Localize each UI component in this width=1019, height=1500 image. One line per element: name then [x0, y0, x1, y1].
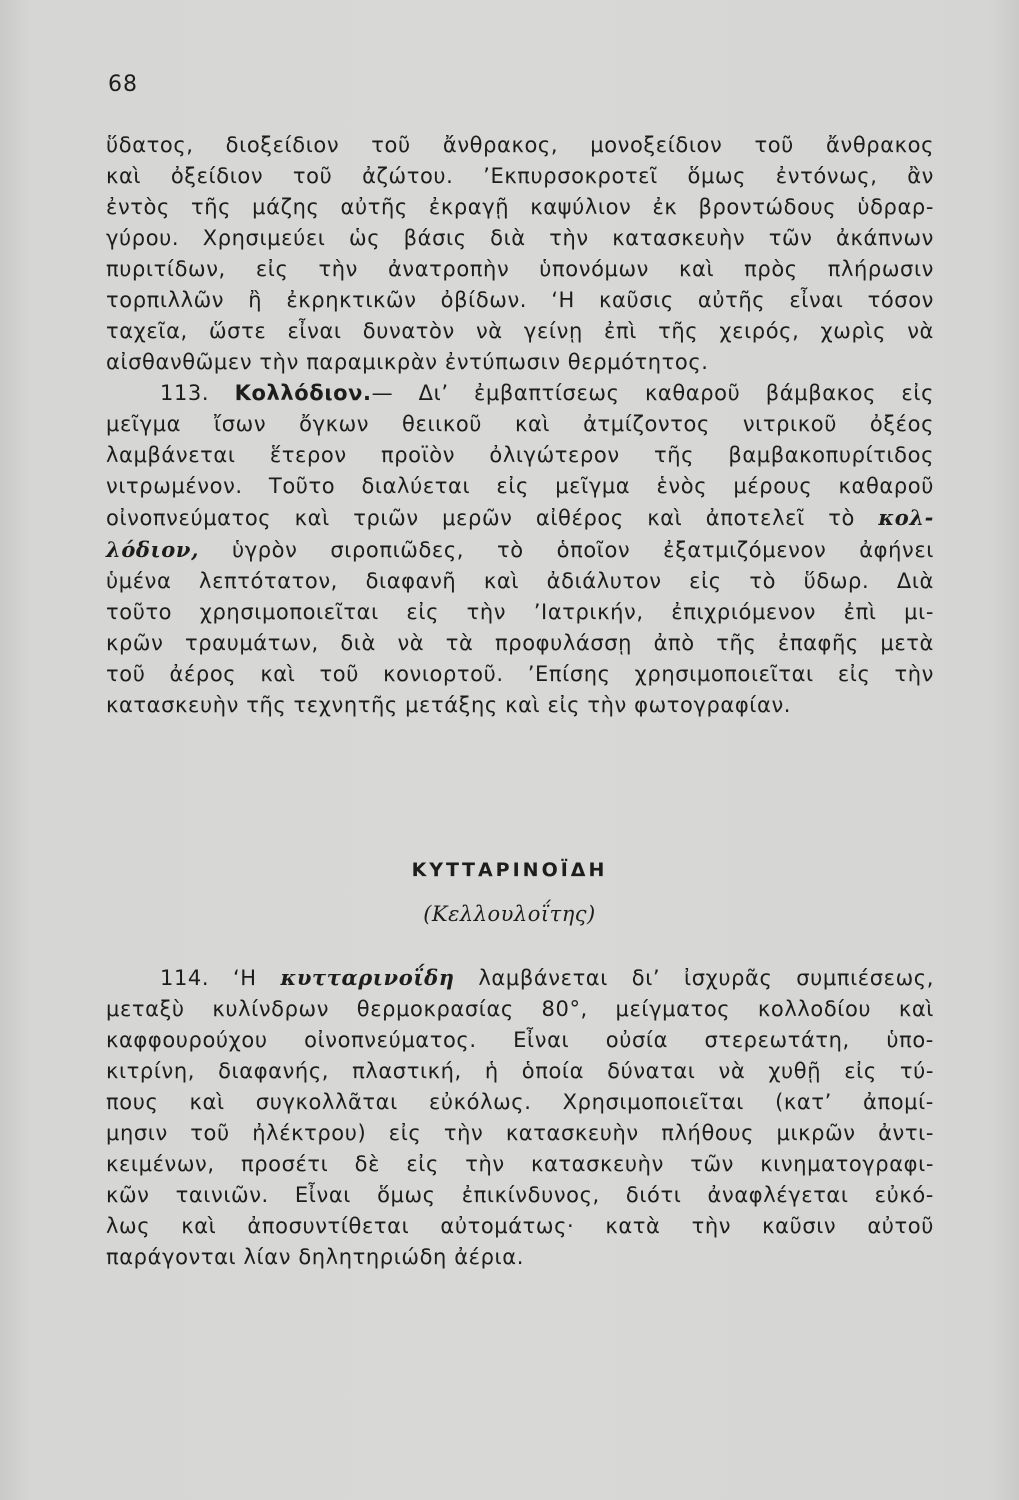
text-line: ὕδατος, διοξείδιον τοῦ ἄνθρακος, μονοξείδιον τοῦ ἄνθρακος [106, 133, 934, 157]
text-line: ταχεῖα, ὥστε εἶναι δυνατὸν νὰ γείνῃ ἐπὶ τῆς χειρός, χωρὶς νὰ [106, 319, 934, 343]
paragraph-number: 114. [160, 966, 210, 990]
term-kollodion-part2: λόδιον, [106, 537, 199, 562]
text-line: μησιν τοῦ ἠλέκτρου) εἰς τὴν κατασκευὴν πλήθους μικρῶν ἀντι- [106, 1121, 934, 1145]
text-line: ὑμένα λεπτότατον, διαφανῆ καὶ ἀδιάλυτον εἰς τὸ ὕδωρ. Διὰ [106, 569, 934, 593]
text-line: καφφουρούχου οἰνοπνεύματος. Εἶναι οὐσία στερεωτάτη, ὑπο- [106, 1028, 934, 1052]
text-line: κειμένων, προσέτι δὲ εἰς τὴν κατασκευὴν τῶν κινηματογραφι- [106, 1152, 934, 1176]
paragraph-title: Κολλόδιον. [234, 381, 372, 405]
text-line: μεταξὺ κυλίνδρων θερμοκρασίας 80°, μείγματος κολλοδίου καὶ [106, 997, 934, 1021]
page-number: 68 [108, 72, 138, 97]
text-fragment: — Δι’ ἐμβαπτίσεως καθαροῦ βάμβακος εἰς [371, 381, 934, 405]
paragraph-114-first-line [106, 962, 934, 994]
text-line: πυριτίδων, εἰς τὴν ἀνατροπὴν ὑπονόμων καὶ πρὸς πλήρωσιν [106, 257, 934, 281]
text-line: τορπιλλῶν ἢ ἐκρηκτικῶν ὀβίδων. ‘Η καῦσις αὐτῆς εἶναι τόσον [106, 288, 934, 312]
text-line: πους καὶ συγκολλᾶται εὐκόλως. Χρησιμοποιεῖται (κατ’ ἀπομί- [106, 1090, 934, 1114]
text-line: λαμβάνεται ἕτερον προϊὸν ὀλιγώτερον τῆς βαμβακοπυρίτιδος [106, 443, 934, 467]
text-line: κρῶν τραυμάτων, διὰ νὰ τὰ προφυλάσσῃ ἀπὸ τῆς ἐπαφῆς μετὰ [106, 631, 934, 655]
term-kollodion-part1: κολ- [878, 505, 934, 530]
section-heading: ΚΥΤΤΑΡΙΝΟΪΔΗ [411, 859, 608, 881]
text-line: γύρου. Χρησιμεύει ὡς βάσις διὰ τὴν κατασκευὴν τῶν ἀκάπνων [106, 226, 934, 250]
term-kyttarinoidi: κυτταρινοΐδη [280, 965, 455, 990]
text-line: παράγονται λίαν δηλητηριώδη ἀέρια. [106, 1245, 524, 1269]
paragraph-113-first-line [106, 378, 934, 409]
text-fragment: οἰνοπνεύματος καὶ τριῶν μερῶν αἰθέρος καὶ ἀποτελεῖ τὸ [106, 506, 855, 530]
text-line: αἰσθανθῶμεν τὴν παραμικρὰν ἐντύπωσιν θερμότητος. [106, 350, 709, 374]
text-line [106, 502, 934, 534]
text-line: κιτρίνη, διαφανής, πλαστική, ἡ ὁποία δύναται νὰ χυθῇ εἰς τύ- [106, 1059, 934, 1083]
text-line: ἐντὸς τῆς μάζης αὐτῆς ἐκραγῇ καψύλιον ἐκ βροντώδους ὑδραρ- [106, 195, 934, 219]
text-block-114 [106, 962, 934, 1273]
text-fragment: λαμβάνεται δι’ ἰσχυρᾶς συμπιέσεως, [478, 966, 935, 990]
text-line: τοῦ ἀέρος καὶ τοῦ κονιορτοῦ. ’Επίσης χρησιμοποιεῖται εἰς τὴν [106, 662, 934, 686]
text-line: νιτρωμένον. Τοῦτο διαλύεται εἰς μεῖγμα ἑνὸς μέρους καθαροῦ [106, 474, 934, 498]
text-line: κατασκευὴν τῆς τεχνητῆς μετάξης καὶ εἰς τὴν φωτογραφίαν. [106, 693, 792, 717]
text-line: κῶν ταινιῶν. Εἶναι ὅμως ἐπικίνδυνος, διότι ἀναφλέγεται εὐκό- [106, 1183, 934, 1207]
section-subheading: (Κελλουλοΐτης) [423, 902, 596, 926]
text-line [106, 534, 934, 566]
text-line: καὶ ὀξείδιον τοῦ ἀζώτου. ’Εκπυρσοκροτεῖ ὅμως ἐντόνως, ἂν [106, 164, 934, 188]
text-line: λως καὶ ἀποσυντίθεται αὐτομάτως· κατὰ τὴν καῦσιν αὐτοῦ [106, 1214, 934, 1238]
paragraph-number: 113. [160, 381, 210, 405]
text-line: μεῖγμα ἴσων ὄγκων θειικοῦ καὶ ἀτμίζοντος νιτρικοῦ ὀξέος [106, 412, 934, 436]
text-line: τοῦτο χρησιμοποιεῖται εἰς τὴν ’Ιατρικήν, ἐπιχριόμενον ἐπὶ μι- [106, 600, 934, 624]
text-block-continued [106, 130, 934, 721]
text-fragment: ὑγρὸν σιροπιῶδες, τὸ ὁποῖον ἐξατμιζόμενον ἀφήνει [231, 538, 934, 562]
text-fragment: ‘Η [233, 966, 257, 990]
